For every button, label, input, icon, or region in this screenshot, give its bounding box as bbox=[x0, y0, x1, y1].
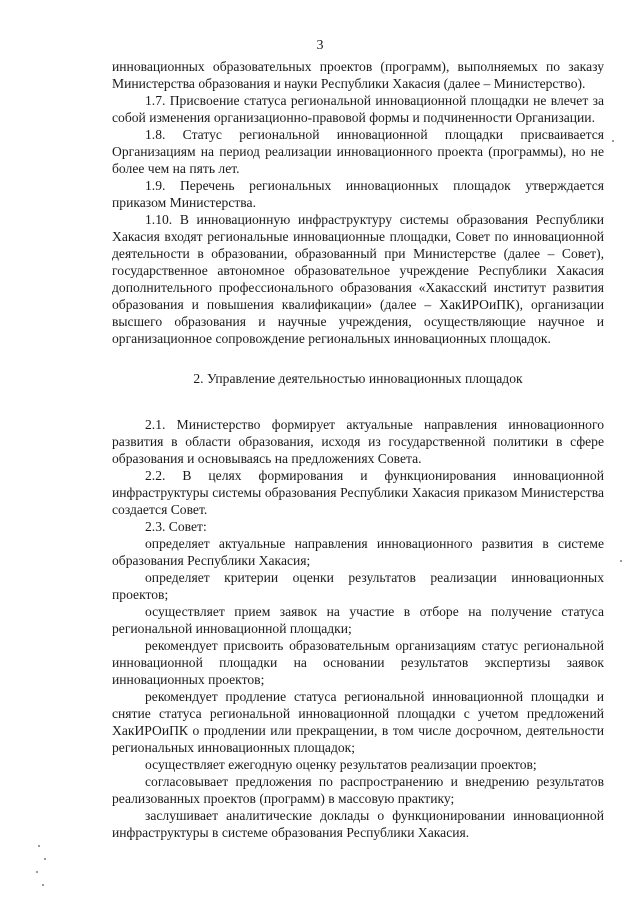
scan-speck bbox=[38, 845, 40, 847]
paragraph-1-8: 1.8. Статус региональной инновационной площадки присваивается Организациям на период реализации инновационного проекта (программы), но не более чем на пять лет. bbox=[112, 127, 604, 176]
list-item: определяет критерии оценки результатов реализации инновационных проектов; bbox=[112, 570, 604, 602]
paragraph-2-3: 2.3. Совет: bbox=[145, 519, 207, 534]
list-item: согласовывает предложения по распространению и внедрению результатов реализованных проектов (программ) в массовую практику; bbox=[112, 774, 604, 806]
scan-speck bbox=[612, 140, 614, 142]
list-item: рекомендует продление статуса региональной инновационной площадки и снятие статуса региональной инновационной площадки с учетом предложений ХакИРОиПК о продлении или прекращении, в том числе досрочном, деятельности региональных инновационных площадок; bbox=[112, 689, 604, 755]
list-item: определяет актуальные направления инновационного развития в системе образования Республики Хакасия; bbox=[112, 536, 604, 568]
paragraph-1-7: 1.7. Присвоение статуса региональной инновационной площадки не влечет за собой изменения организационно-правовой формы и подчиненности Организации. bbox=[112, 93, 604, 125]
scan-speck bbox=[44, 858, 46, 860]
list-item: осуществляет прием заявок на участие в отборе на получение статуса региональной инновационной площадки; bbox=[112, 604, 604, 636]
list-item: рекомендует присвоить образовательным организациям статус региональной инновационной площадки на основании результатов экспертизы заявок инновационных проектов; bbox=[112, 638, 604, 687]
page-number: 3 bbox=[316, 38, 324, 53]
paragraph-continuation: инновационных образовательных проектов (программ), выполняемых по заказу Министерства образования и науки Республики Хакасия (далее – Министерство). bbox=[112, 59, 604, 91]
scan-speck bbox=[42, 884, 44, 886]
list-item: заслушивает аналитические доклады о функционировании инновационной инфраструктуры в системе образования Республики Хакасия. bbox=[112, 808, 604, 840]
list-item: осуществляет ежегодную оценку результатов реализации проектов; bbox=[145, 757, 537, 772]
paragraph-2-1: 2.1. Министерство формирует актуальные направления инновационного развития в области образования, исходя из государственной политики в сфере образования и основываясь на предложениях Совета. bbox=[112, 417, 604, 466]
section-heading: 2. Управление деятельностью инновационных площадок bbox=[193, 371, 523, 386]
scan-speck bbox=[36, 871, 38, 873]
paragraph-2-2: 2.2. В целях формирования и функционирования инновационной инфраструктуры системы образования Республики Хакасия приказом Министерства создается Совет. bbox=[112, 468, 604, 517]
document-body bbox=[112, 58, 604, 841]
paragraph-1-9: 1.9. Перечень региональных инновационных площадок утверждается приказом Министерства. bbox=[112, 178, 604, 210]
paragraph-1-10: 1.10. В инновационную инфраструктуру системы образования Республики Хакасия входят региональные инновационные площадки, Совет по инновационной деятельности в образовании, образованный при Министерстве (далее – Совет), государственное автономное образовательное учреждение Республики Хакасия дополнительного профессионального образования «Хакасский институт развития образования и повышения квалификации» (далее – ХакИРОиПК), организации высшего образования и научные учреждения, осуществляющие научное и организационное сопровождение региональных инновационных площадок. bbox=[112, 212, 604, 346]
scan-speck bbox=[620, 560, 622, 562]
